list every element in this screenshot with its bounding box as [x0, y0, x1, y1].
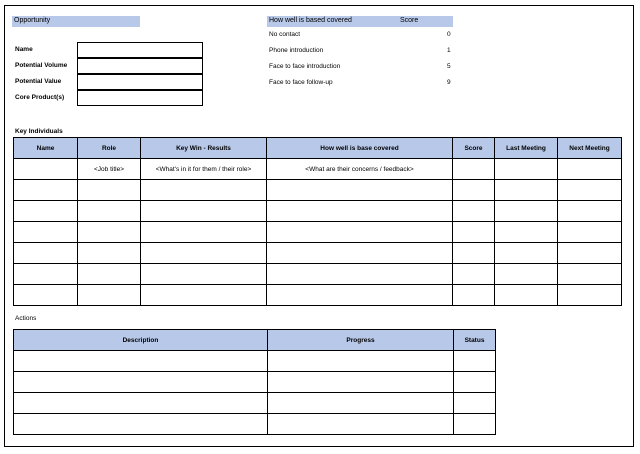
table-row — [14, 414, 496, 435]
field-label-potential-volume: Potential Volume — [15, 62, 68, 69]
core-products-field[interactable] — [77, 90, 203, 106]
table-cell[interactable] — [141, 201, 267, 222]
table-row — [14, 393, 496, 414]
table-cell[interactable] — [558, 222, 622, 243]
table-cell[interactable] — [14, 159, 78, 180]
actions-table — [13, 329, 496, 435]
table-cell[interactable] — [495, 201, 558, 222]
col-header-name: Name — [14, 138, 78, 159]
table-cell[interactable] — [453, 180, 495, 201]
coverage-header-label: How well is based covered — [269, 17, 352, 24]
table-cell[interactable] — [14, 414, 268, 435]
table-cell[interactable] — [558, 285, 622, 306]
table-cell[interactable] — [78, 285, 141, 306]
table-row — [14, 180, 622, 201]
table-row — [14, 159, 622, 180]
key-individuals-title: Key Individuals — [15, 128, 63, 135]
coverage-row-label: Phone introduction — [269, 47, 324, 54]
table-cell[interactable] — [268, 414, 454, 435]
field-label-name: Name — [15, 46, 33, 53]
table-cell[interactable] — [495, 243, 558, 264]
table-row — [14, 285, 622, 306]
table-cell[interactable] — [267, 285, 453, 306]
table-cell[interactable] — [558, 180, 622, 201]
table-cell[interactable] — [454, 372, 496, 393]
table-row — [14, 351, 496, 372]
table-cell[interactable] — [495, 285, 558, 306]
table-cell[interactable] — [267, 222, 453, 243]
table-cell[interactable] — [14, 180, 78, 201]
col-header-status: Status — [454, 330, 496, 351]
col-header-progress: Progress — [268, 330, 454, 351]
table-cell[interactable] — [558, 243, 622, 264]
key-individuals-table — [13, 137, 622, 306]
table-cell[interactable] — [454, 414, 496, 435]
coverage-header — [267, 16, 453, 27]
table-cell[interactable] — [78, 180, 141, 201]
table-cell[interactable] — [268, 372, 454, 393]
table-cell[interactable] — [14, 285, 78, 306]
name-field[interactable] — [77, 42, 203, 58]
coverage-score-header: Score — [400, 17, 419, 24]
table-cell[interactable] — [267, 243, 453, 264]
table-cell[interactable] — [14, 372, 268, 393]
table-cell[interactable] — [453, 243, 495, 264]
coverage-row-label: Face to face follow-up — [269, 79, 333, 86]
table-cell[interactable] — [14, 393, 268, 414]
col-header-coverage: How well is base covered — [267, 138, 453, 159]
table-cell[interactable] — [78, 264, 141, 285]
table-row — [14, 201, 622, 222]
table-cell[interactable] — [78, 243, 141, 264]
table-cell[interactable]: <What are their concerns / feedback> — [267, 159, 453, 180]
table-cell[interactable] — [453, 264, 495, 285]
col-header-score: Score — [453, 138, 495, 159]
table-cell[interactable] — [78, 201, 141, 222]
col-header-key-win: Key Win - Results — [141, 138, 267, 159]
table-cell[interactable] — [495, 222, 558, 243]
table-row — [14, 372, 496, 393]
potential-volume-field[interactable] — [77, 58, 203, 74]
table-cell[interactable] — [141, 243, 267, 264]
table-cell[interactable] — [78, 222, 141, 243]
coverage-row-score: 1 — [447, 47, 451, 54]
table-row — [14, 264, 622, 285]
table-cell[interactable] — [141, 222, 267, 243]
table-cell[interactable] — [14, 243, 78, 264]
table-cell[interactable] — [558, 201, 622, 222]
table-cell[interactable] — [453, 201, 495, 222]
col-header-next-meeting: Next Meeting — [558, 138, 622, 159]
table-cell[interactable] — [268, 351, 454, 372]
table-cell[interactable] — [141, 264, 267, 285]
table-cell[interactable] — [141, 180, 267, 201]
table-cell[interactable] — [453, 285, 495, 306]
table-cell[interactable] — [454, 351, 496, 372]
table-cell[interactable] — [558, 159, 622, 180]
coverage-row-label: Face to face introduction — [269, 63, 341, 70]
potential-value-field[interactable] — [77, 74, 203, 90]
col-header-description: Description — [14, 330, 268, 351]
col-header-last-meeting: Last Meeting — [495, 138, 558, 159]
table-cell[interactable] — [267, 180, 453, 201]
actions-title: Actions — [15, 315, 37, 322]
coverage-row-score: 9 — [447, 79, 451, 86]
table-row — [14, 222, 622, 243]
table-cell[interactable] — [495, 264, 558, 285]
table-cell[interactable]: <What's in it for them / their role> — [141, 159, 267, 180]
table-cell[interactable] — [495, 180, 558, 201]
table-cell[interactable] — [14, 264, 78, 285]
table-cell[interactable] — [141, 285, 267, 306]
coverage-row-score: 5 — [447, 63, 451, 70]
field-label-core-products: Core Product(s) — [15, 94, 65, 101]
opportunity-header: Opportunity — [12, 16, 140, 27]
table-cell[interactable] — [558, 264, 622, 285]
table-cell[interactable]: <Job title> — [78, 159, 141, 180]
table-cell[interactable] — [454, 393, 496, 414]
table-cell[interactable] — [453, 222, 495, 243]
coverage-row-label: No contact — [269, 31, 301, 38]
table-row — [14, 243, 622, 264]
table-cell[interactable] — [268, 393, 454, 414]
coverage-row-score: 0 — [447, 31, 451, 38]
table-cell[interactable] — [495, 159, 558, 180]
col-header-role: Role — [78, 138, 141, 159]
table-cell[interactable] — [14, 201, 78, 222]
table-cell[interactable] — [14, 351, 268, 372]
table-cell[interactable] — [453, 159, 495, 180]
table-cell[interactable] — [267, 201, 453, 222]
table-cell[interactable] — [267, 264, 453, 285]
field-label-potential-value: Potential Value — [15, 78, 62, 85]
table-cell[interactable] — [14, 222, 78, 243]
